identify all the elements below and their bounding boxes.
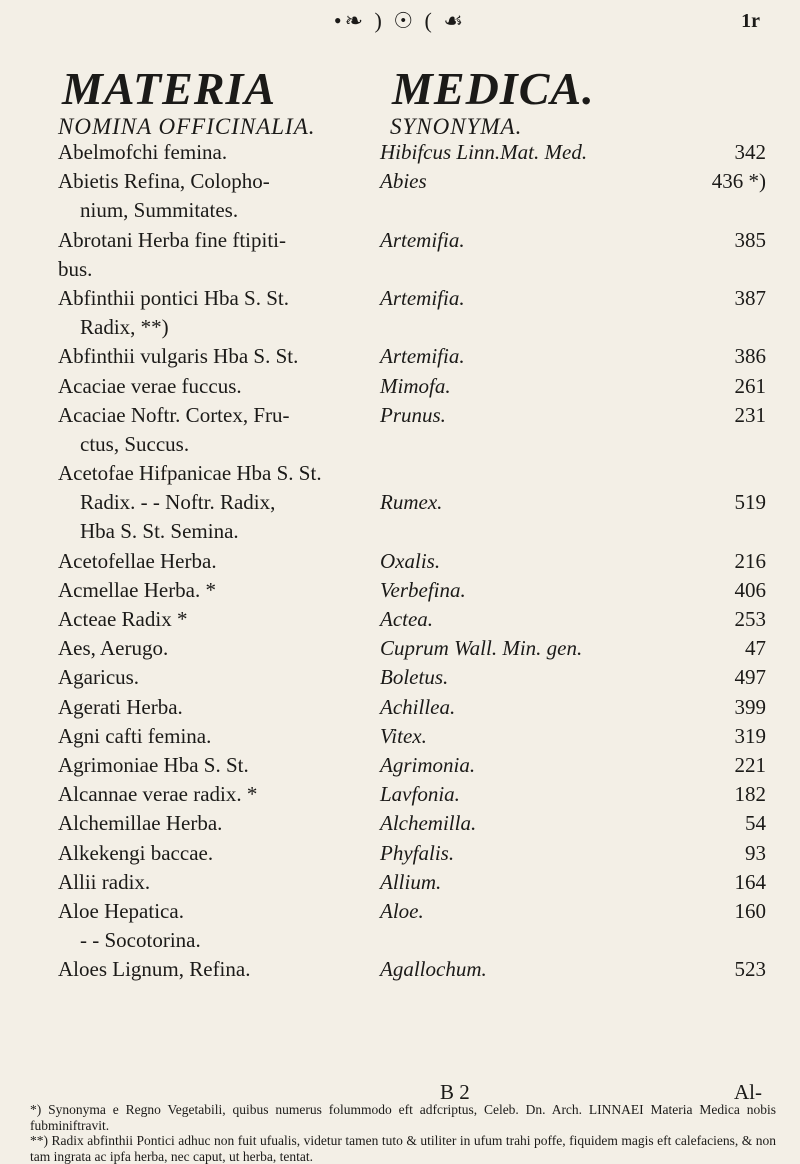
left-column-title: MATERIA xyxy=(62,63,277,114)
entry-row xyxy=(0,926,800,955)
officinal-name: Acmellae Herba. * xyxy=(58,577,217,602)
entry-row xyxy=(0,138,800,167)
officinal-name: Abelmofchi femina. xyxy=(58,140,228,164)
synonym: Alchemilla. xyxy=(380,811,477,836)
header-ornament: •❧ ) ☉ ( ☙ xyxy=(333,8,467,33)
officinal-name: bus. xyxy=(58,256,93,281)
reference-number: 216 xyxy=(734,548,766,573)
officinal-name: Allii radix. xyxy=(58,869,151,894)
officinal-name: Radix. - - Noftr. Radix, xyxy=(80,490,276,515)
entry-row xyxy=(0,488,800,517)
reference-number: 385 xyxy=(734,227,766,252)
reference-number: 164 xyxy=(734,869,766,894)
officinal-name: Radix, **) xyxy=(80,315,169,340)
officinal-name: Agaricus. xyxy=(58,665,140,690)
entry-row xyxy=(0,663,800,692)
officinal-name: Agrimoniae Hba S. St. xyxy=(58,752,249,777)
officinal-name: Alchemillae Herba. xyxy=(58,811,223,836)
left-column-subtitle: NOMINA OFFICINALIA. xyxy=(58,114,316,139)
synonym: Aloe. xyxy=(380,898,424,923)
synonym: Artemifia. xyxy=(380,227,465,252)
entry-row xyxy=(0,809,800,838)
officinal-name: Alcannae verae radix. * xyxy=(58,782,258,807)
entry-row xyxy=(0,342,800,371)
synonym: Abies xyxy=(380,169,427,194)
right-column-title: MEDICA. xyxy=(392,63,595,114)
entry-row xyxy=(0,255,800,284)
synonym: Prunus. xyxy=(380,402,446,427)
entry-row xyxy=(0,780,800,809)
officinal-name: Alkekengi baccae. xyxy=(58,840,214,865)
entry-row xyxy=(0,693,800,722)
reference-number: 182 xyxy=(734,782,766,807)
reference-number: 342 xyxy=(734,140,766,164)
officinal-name: Acetofellae Herba. xyxy=(58,548,217,573)
officinal-name: nium, Summitates. xyxy=(80,198,239,223)
officinal-name: Acetofae Hifpanicae Hba S. St. xyxy=(58,461,322,486)
synonym: Achillea. xyxy=(380,694,456,719)
synonym: Mimofa. xyxy=(380,373,451,398)
signature-mark: B 2 xyxy=(440,1080,470,1104)
page-number: 1r xyxy=(741,10,760,32)
officinal-name: Agni cafti femina. xyxy=(58,723,212,748)
entry-row xyxy=(0,167,800,196)
entry-row xyxy=(0,284,800,313)
officinal-name: - - Socotorina. xyxy=(80,928,201,953)
reference-number: 54 xyxy=(745,811,766,836)
entry-row xyxy=(0,839,800,868)
entry-row xyxy=(0,226,800,255)
officinal-name: Abietis Refina, Colopho- xyxy=(58,169,270,194)
synonym: Allium. xyxy=(380,869,442,894)
reference-number: 160 xyxy=(734,898,766,923)
synonym: Lavfonia. xyxy=(380,782,460,807)
officinal-name: Abrotani Herba fine ftipiti- xyxy=(58,227,287,252)
footnote: *) Synonyma e Regno Vegetabili, quibus numerus folummodo eft adfcriptus, Celeb. Dn. Arch. LINNAEI Materia Medica nobis fubminiftravit. xyxy=(30,1102,776,1133)
reference-number: 399 xyxy=(734,694,766,719)
entry-row xyxy=(0,722,800,751)
reference-number: 231 xyxy=(734,402,766,427)
footnotes xyxy=(30,1102,776,1164)
officinal-name: Acteae Radix * xyxy=(58,607,188,631)
reference-number: 387 xyxy=(734,285,766,310)
entry-row xyxy=(0,372,800,401)
officinal-name: Aloes Lignum, Refina. xyxy=(58,957,251,982)
synonym: Cuprum Wall. Min. gen. xyxy=(380,636,583,661)
synonym: Agallochum. xyxy=(380,957,487,982)
reference-number: 523 xyxy=(734,957,766,982)
catchword: Al- xyxy=(734,1080,762,1104)
entry-row xyxy=(0,547,800,576)
reference-number: 406 xyxy=(734,577,766,602)
right-column-subtitle: SYNONYMA. xyxy=(390,114,523,139)
officinal-name: Agerati Herba. xyxy=(58,694,183,719)
footnote: **) Radix abfinthii Pontici adhuc non fuit ufualis, videtur tamen tuto & utiliter in ufum trahi poffe, fiquidem magis eft calefaciens, & non tam ingrata ac ipfa herba, nec caput, ut herba, tentat. xyxy=(30,1133,776,1164)
reference-number: 319 xyxy=(734,723,766,748)
synonym: Vitex. xyxy=(380,723,427,748)
officinal-name: Abfinthii pontici Hba S. St. xyxy=(58,285,289,310)
synonym: Phyfalis. xyxy=(380,840,455,865)
entry-list xyxy=(0,138,800,984)
entry-row xyxy=(0,430,800,459)
reference-number: 253 xyxy=(734,607,766,631)
officinal-name: Abfinthii vulgaris Hba S. St. xyxy=(58,344,299,369)
synonym: Artemifia. xyxy=(380,285,465,310)
reference-number: 436 *) xyxy=(711,169,766,194)
officinal-name: ctus, Succus. xyxy=(80,431,190,456)
synonym: Rumex. xyxy=(380,490,443,515)
synonym: Hibifcus Linn.Mat. Med. xyxy=(380,140,588,164)
reference-number: 47 xyxy=(745,636,766,661)
synonym: Artemifia. xyxy=(380,344,465,369)
entry-row xyxy=(0,459,800,488)
synonym: Verbefina. xyxy=(380,577,466,602)
officinal-name: Acaciae verae fuccus. xyxy=(58,373,242,398)
entry-row xyxy=(0,196,800,225)
entry-row xyxy=(0,897,800,926)
entry-row xyxy=(0,576,800,605)
officinal-name: Aes, Aerugo. xyxy=(58,636,169,661)
entry-row xyxy=(0,868,800,897)
reference-number: 93 xyxy=(745,840,766,865)
officinal-name: Hba S. St. Semina. xyxy=(80,519,239,544)
reference-number: 386 xyxy=(734,344,766,369)
reference-number: 261 xyxy=(734,373,766,398)
entry-row xyxy=(0,401,800,430)
synonym: Agrimonia. xyxy=(380,752,476,777)
entry-row xyxy=(0,955,800,984)
entry-row xyxy=(0,751,800,780)
synonym: Oxalis. xyxy=(380,548,441,573)
entry-row xyxy=(0,517,800,546)
entry-row xyxy=(0,605,800,634)
officinal-name: Acaciae Noftr. Cortex, Fru- xyxy=(58,402,290,427)
reference-number: 497 xyxy=(734,665,766,690)
reference-number: 221 xyxy=(734,752,766,777)
entry-row xyxy=(0,313,800,342)
synonym: Boletus. xyxy=(380,665,449,690)
officinal-name: Aloe Hepatica. xyxy=(58,898,184,923)
entry-row xyxy=(0,634,800,663)
reference-number: 519 xyxy=(734,490,766,515)
synonym: Actea. xyxy=(380,607,434,631)
